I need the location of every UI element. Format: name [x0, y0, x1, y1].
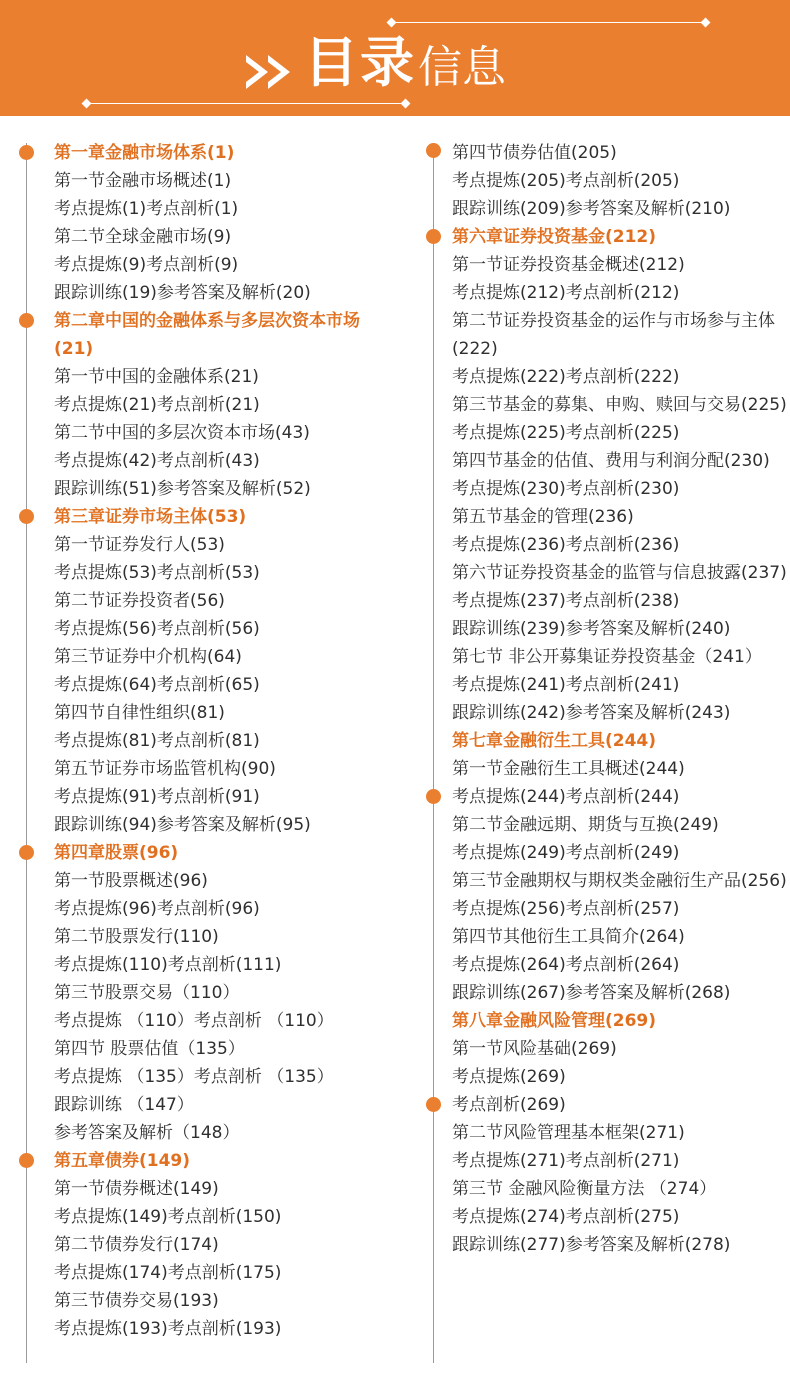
toc-entry: 第一节风险基础(269): [452, 1039, 617, 1059]
toc-left-column: [26, 132, 396, 1352]
toc-entry: 跟踪训练(51)参考答案及解析(52): [54, 479, 311, 499]
toc-entry: 第二节债券发行(174): [54, 1235, 219, 1255]
toc-chapter-heading: 第二章中国的金融体系与多层次资本市场(21): [54, 311, 360, 359]
toc-entry: 考点提炼(256)考点剖析(257): [452, 899, 680, 919]
toc-entry: 第四节债券估值(205): [452, 143, 617, 163]
chapter-dot-icon: [19, 509, 34, 524]
diamond-icon: [701, 18, 711, 28]
toc-entry: 第二节中国的多层次资本市场(43): [54, 423, 310, 443]
toc-entry: 跟踪训练(19)参考答案及解析(20): [54, 283, 311, 303]
toc-chapter-heading: 第四章股票(96): [54, 843, 179, 863]
toc-entry: 第二节全球金融市场(9): [54, 227, 232, 247]
toc-chapter-heading: 第一章金融市场体系(1): [54, 143, 235, 163]
timeline-line: [433, 143, 434, 1363]
toc-entry: 考点提炼(1)考点剖析(1): [54, 199, 239, 219]
chapter-dot-icon: [426, 229, 441, 244]
toc-entry: 第一节证券投资基金概述(212): [452, 255, 685, 275]
toc-entry: 考点提炼(91)考点剖析(91): [54, 787, 260, 807]
toc-entry: 第一节金融市场概述(1): [54, 171, 232, 191]
toc-entry: 第三节基金的募集、申购、赎回与交易(225): [452, 395, 787, 415]
chapter-dot-icon: [426, 1097, 441, 1112]
toc-entry: 考点提炼(205)考点剖析(205): [452, 171, 680, 191]
toc-entry: 第二节股票发行(110): [54, 927, 219, 947]
toc-entry: 第三节金融期权与期权类金融衍生产品(256): [452, 871, 787, 891]
toc-entry: 跟踪训练 （147）: [54, 1095, 194, 1115]
toc-entry: 考点提炼(21)考点剖析(21): [54, 395, 260, 415]
toc-entry: 考点提炼(241)考点剖析(241): [452, 675, 680, 695]
toc-entry: 第二节金融远期、期货与互换(249): [452, 815, 719, 835]
toc-entry: 考点提炼(271)考点剖析(271): [452, 1151, 680, 1171]
toc-entry: 考点提炼(149)考点剖析(150): [54, 1207, 282, 1227]
toc-entry: 第二节风险管理基本框架(271): [452, 1123, 685, 1143]
toc-chapter-heading: 第三章证券市场主体(53): [54, 507, 247, 527]
toc-entry: 第三节债券交易(193): [54, 1291, 219, 1311]
toc-entry: 第二节证券投资者(56): [54, 591, 225, 611]
banner-top-rule: [392, 22, 706, 23]
toc-entry: 第二节证券投资基金的运作与市场参与主体(222): [452, 311, 775, 359]
toc-entry: 考点提炼(269): [452, 1067, 566, 1087]
toc-chapter-heading: 第五章债券(149): [54, 1151, 191, 1171]
toc-entry: 第一节证券发行人(53): [54, 535, 225, 555]
toc-chapter-heading: 第六章证券投资基金(212): [452, 227, 657, 247]
toc-entry: 考点提炼(237)考点剖析(238): [452, 591, 680, 611]
toc-entry: 考点提炼(42)考点剖析(43): [54, 451, 260, 471]
toc-entry: 考点提炼(174)考点剖析(175): [54, 1263, 282, 1283]
chapter-dot-icon: [19, 313, 34, 328]
page-title-suffix: 信息: [418, 42, 506, 93]
toc-chapter-heading: 第七章金融衍生工具(244): [452, 731, 657, 751]
toc-entry: 考点提炼(244)考点剖析(244): [452, 787, 680, 807]
toc-entry: 考点剖析(269): [452, 1095, 566, 1115]
toc-entry: 第一节中国的金融体系(21): [54, 367, 259, 387]
diamond-icon: [387, 18, 397, 28]
toc-entry: 第三节证券中介机构(64): [54, 647, 242, 667]
toc-entry: 第四节基金的估值、费用与利润分配(230): [452, 451, 770, 471]
toc-entry: 第四节 股票估值（135）: [54, 1039, 245, 1059]
toc-entry: 参考答案及解析（148）: [54, 1123, 240, 1143]
chapter-dot-icon: [19, 1153, 34, 1168]
toc-entry: 考点提炼(212)考点剖析(212): [452, 283, 680, 303]
toc-entry: 跟踪训练(94)参考答案及解析(95): [54, 815, 311, 835]
diamond-icon: [401, 99, 411, 109]
chapter-dot-icon: [19, 145, 34, 160]
toc-entry: 第七节 非公开募集证券投资基金（241）: [452, 647, 762, 667]
toc-entry: 第一节股票概述(96): [54, 871, 208, 891]
toc-entry: 跟踪训练(277)参考答案及解析(278): [452, 1235, 731, 1255]
toc-entry: 考点提炼 （110）考点剖析 （110）: [54, 1011, 334, 1031]
toc-entry: 考点提炼(225)考点剖析(225): [452, 423, 680, 443]
page-title: 目录: [304, 31, 416, 94]
toc-entry: 考点提炼(222)考点剖析(222): [452, 367, 680, 387]
toc-entry: 跟踪训练(239)参考答案及解析(240): [452, 619, 731, 639]
toc-entry: 考点提炼(9)考点剖析(9): [54, 255, 239, 275]
toc-entries: [54, 139, 394, 1343]
timeline-start-dot-icon: [426, 143, 441, 158]
toc-entry: 考点提炼(110)考点剖析(111): [54, 955, 282, 975]
toc-entry: 考点提炼(56)考点剖析(56): [54, 619, 260, 639]
toc-entry: 第五节证券市场监管机构(90): [54, 759, 276, 779]
toc-entry: 第一节债券概述(149): [54, 1179, 219, 1199]
toc-entry: 考点提炼(236)考点剖析(236): [452, 535, 680, 555]
toc-entry: 第一节金融衍生工具概述(244): [452, 759, 685, 779]
banner-bottom-rule: [86, 103, 406, 104]
toc-entry: 考点提炼(81)考点剖析(81): [54, 731, 260, 751]
toc-entry: 考点提炼(264)考点剖析(264): [452, 955, 680, 975]
toc-entry: 考点提炼(274)考点剖析(275): [452, 1207, 680, 1227]
toc-entry: 第四节自律性组织(81): [54, 703, 225, 723]
toc-entry: 考点提炼(96)考点剖析(96): [54, 899, 260, 919]
chapter-dot-icon: [19, 845, 34, 860]
toc-entry: 考点提炼(53)考点剖析(53): [54, 563, 260, 583]
toc-entry: 考点提炼(64)考点剖析(65): [54, 675, 260, 695]
toc-entry: 考点提炼(193)考点剖析(193): [54, 1319, 282, 1339]
toc-entry: 考点提炼(249)考点剖析(249): [452, 843, 680, 863]
toc-entry: 第六节证券投资基金的监管与信息披露(237): [452, 563, 787, 583]
toc-entries: [452, 139, 787, 1259]
toc-entry: 考点提炼 （135）考点剖析 （135）: [54, 1067, 334, 1087]
toc-entry: 跟踪训练(267)参考答案及解析(268): [452, 983, 731, 1003]
chapter-dot-icon: [426, 789, 441, 804]
toc-entry: 跟踪训练(209)参考答案及解析(210): [452, 199, 731, 219]
toc-entry: 第四节其他衍生工具简介(264): [452, 927, 685, 947]
toc-chapter-heading: 第八章金融风险管理(269): [452, 1011, 657, 1031]
diamond-icon: [82, 99, 92, 109]
toc-entry: 考点提炼(230)考点剖析(230): [452, 479, 680, 499]
toc-entry: 第三节股票交易（110）: [54, 983, 240, 1003]
toc-entry: 跟踪训练(242)参考答案及解析(243): [452, 703, 731, 723]
toc-entry: 第五节基金的管理(236): [452, 507, 634, 527]
toc-right-column: [433, 132, 790, 1352]
header-banner: [0, 0, 790, 116]
toc-entry: 第三节 金融风险衡量方法 （274）: [452, 1179, 717, 1199]
